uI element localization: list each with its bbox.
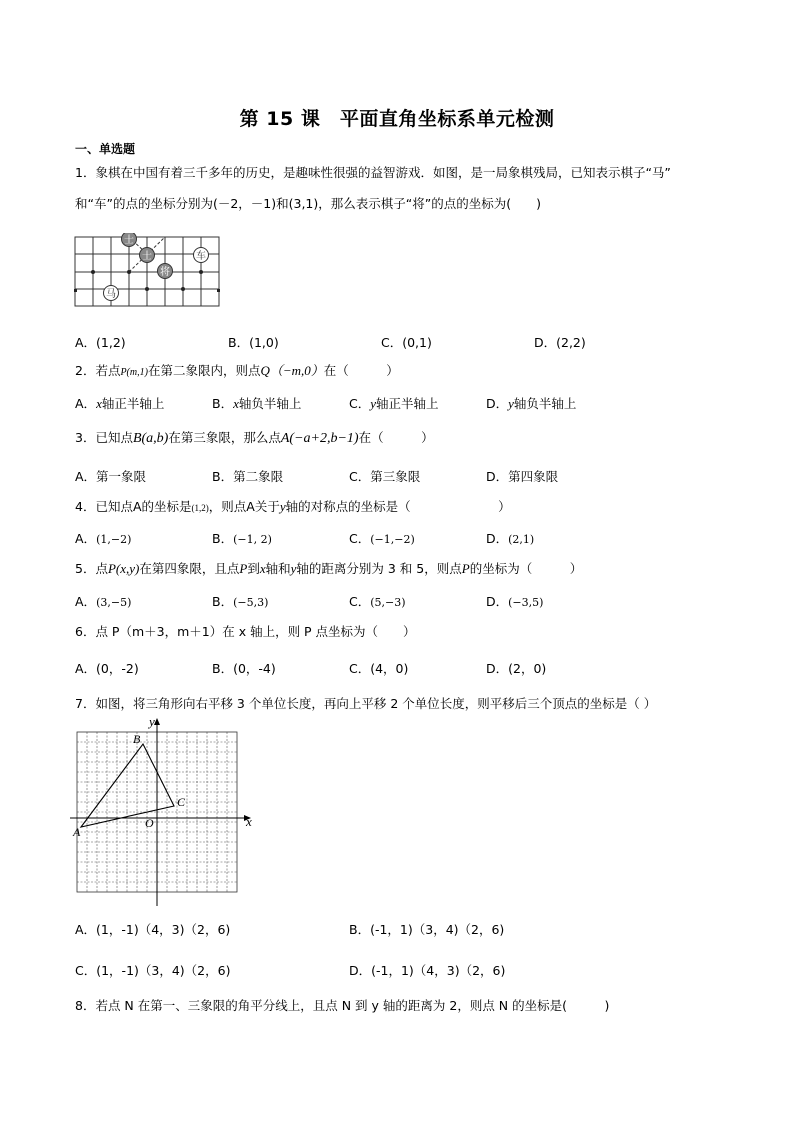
chess-piece-che [194,248,209,263]
q1-option-d[interactable]: D．(2,2) [534,335,586,350]
piece-label: 马 [106,289,116,300]
q4-option-b[interactable] [212,529,272,547]
q4-option-c[interactable] [349,529,415,547]
q5-text: 的坐标为（ ） [469,561,583,576]
page-title: 第 15 课 平面直角坐标系单元检测 [239,108,555,130]
q5-text: 轴的距离分别为 3 和 5，则点 [296,561,462,576]
option-label: C． [349,594,371,609]
option-text: 轴负半轴上 [513,396,577,411]
piece-label: 士 [124,235,134,246]
option-text: 轴负半轴上 [238,396,302,411]
q2-option-d[interactable] [486,394,576,412]
q3-option-d[interactable]: D．第四象限 [486,469,559,484]
section-heading: 一、单选题 [75,142,136,156]
q7-option-b[interactable]: B．(-1，1)（3，4)（2，6) [349,922,505,937]
q5-text: 轴和 [265,561,291,576]
vertex-a-label: A [73,825,81,839]
option-label: A． [75,531,97,546]
q6-option-b[interactable]: B．(0，-4) [212,661,276,676]
q3-option-a[interactable]: A．第一象限 [75,469,147,484]
piece-label: 将 [160,267,170,278]
q2-option-c[interactable] [349,394,439,412]
q5-p: P [461,561,470,576]
q2-point-p: P(m,1) [120,367,148,378]
q7-option-d[interactable]: D．(-1，1)（4，3)（2，6) [349,963,506,978]
q1-option-a[interactable]: A．(1,2) [75,335,126,350]
chess-piece-shi-2 [140,248,155,263]
option-value: (1,−2) [96,533,132,546]
piece-label: 车 [196,251,206,262]
option-label: B． [212,531,234,546]
q4-coord: (1,2) [191,503,209,513]
q2-point-q: Q（−m,0） [260,363,324,378]
chess-piece-ma [104,286,119,301]
q6-option-d[interactable]: D．(2，0) [486,661,547,676]
q5-text: 在第四象限，且点 [139,561,240,576]
option-text: 轴正半轴上 [376,396,439,411]
vertex-c-label: C [177,795,186,809]
q3-pre: 3．已知点 [75,430,133,445]
option-value: (2,1) [508,533,535,546]
origin-label: O [145,816,154,830]
option-axis: x [96,396,102,411]
option-label: B． [212,594,234,609]
option-label: A． [75,396,97,411]
q8-stem: 8．若点 N 在第一、三象限的角平分线上，且点 N 到 y 轴的距离为 2，则点 N 的坐标是( ) [75,998,610,1013]
q4-axis: y [279,499,286,514]
q1-line2: 和“车”的点的坐标分别为(－2，－1)和(3,1)，那么表示棋子“将”的点的坐标为( ) [75,196,541,211]
option-axis: y [508,396,514,411]
y-axis-label: y [149,714,155,729]
q3-option-c[interactable]: C．第三象限 [349,469,421,484]
option-axis: y [370,396,377,411]
q7-stem: 7．如图，将三角形向右平移 3 个单位长度，再向上平移 2 个单位长度，则平移后三个顶点的坐标是（ ） [75,696,657,711]
q5-option-d[interactable] [486,592,543,610]
option-value: (−1, 2) [233,533,272,546]
q4-stem [75,498,511,517]
q6-option-a[interactable]: A．(0，-2) [75,661,139,676]
q5-text: 到 [247,561,260,576]
q5-option-b[interactable] [212,592,268,610]
piece-label: 士 [142,251,152,262]
q5-y: y [290,561,297,576]
option-value: (−1,−2) [370,533,415,546]
option-label: D． [486,594,509,609]
q5-option-a[interactable] [75,592,131,610]
coordinate-grid-figure [70,714,260,906]
q2-stem [75,362,399,382]
option-label: C． [349,531,371,546]
option-text: 轴正半轴上 [101,396,165,411]
q2-option-b[interactable] [212,394,301,412]
q5-stem [75,560,582,578]
q4-option-a[interactable] [75,529,131,547]
q3-point-b: B(a,b) [132,431,169,446]
q7-option-c[interactable]: C．(1，-1)（3，4)（2，6) [75,963,231,978]
option-label: B． [212,396,234,411]
chess-board-figure [74,233,220,309]
q2-pre: 2．若点 [75,363,121,378]
triangle-abc [81,744,174,827]
q3-option-b[interactable]: B．第二象限 [212,469,284,484]
q4-option-d[interactable] [486,529,534,547]
option-value: (−5,3) [233,596,269,609]
option-label: A． [75,594,97,609]
q5-p: P [239,561,248,576]
q1-option-c[interactable]: C．(0,1) [381,335,432,350]
option-value: (3,−5) [96,596,132,609]
option-label: C． [349,396,371,411]
chess-piece-shi-1 [122,233,137,247]
q7-option-a[interactable]: A．(1，-1)（4，3)（2，6) [75,922,231,937]
vertex-b-label: B [133,732,141,746]
option-label: D． [486,396,509,411]
option-axis: x [233,396,239,411]
q5-x: x [259,561,266,576]
q2-option-a[interactable] [75,394,164,412]
x-axis-label: x [246,814,252,829]
q2-mid: 在第二象限内，则点 [147,363,261,378]
chess-piece-jiang [158,264,173,279]
q4-pre: 4．已知点A的坐标是 [75,499,192,514]
q3-point-a: A(−a+2,b−1) [280,431,359,446]
option-label: D． [486,531,509,546]
q5-point-p: P(x,y) [107,561,140,576]
q4-post: 轴的对称点的坐标是（ ） [285,499,511,514]
q3-post: 在（ ） [358,430,434,445]
q5-option-c[interactable] [349,592,406,610]
q4-mid: ，则点A关于 [208,499,280,514]
q5-pre: 5．点 [75,561,108,576]
q6-option-c[interactable]: C．(4，0) [349,661,409,676]
option-value: (5,−3) [370,596,406,609]
q3-stem [75,429,434,448]
option-value: (−3,5) [508,596,544,609]
q6-stem: 6．点 P（m＋3，m＋1）在 x 轴上，则 P 点坐标为（ ） [75,624,416,639]
q1-option-b[interactable]: B．(1,0) [228,335,279,350]
q3-mid: 在第三象限，那么点 [168,430,281,445]
q2-post: 在（ ） [323,363,399,378]
q1-line1: 1．象棋在中国有着三千多年的历史，是趣味性很强的益智游戏．如图，是一局象棋残局，已知表示棋子“马” [75,165,671,180]
